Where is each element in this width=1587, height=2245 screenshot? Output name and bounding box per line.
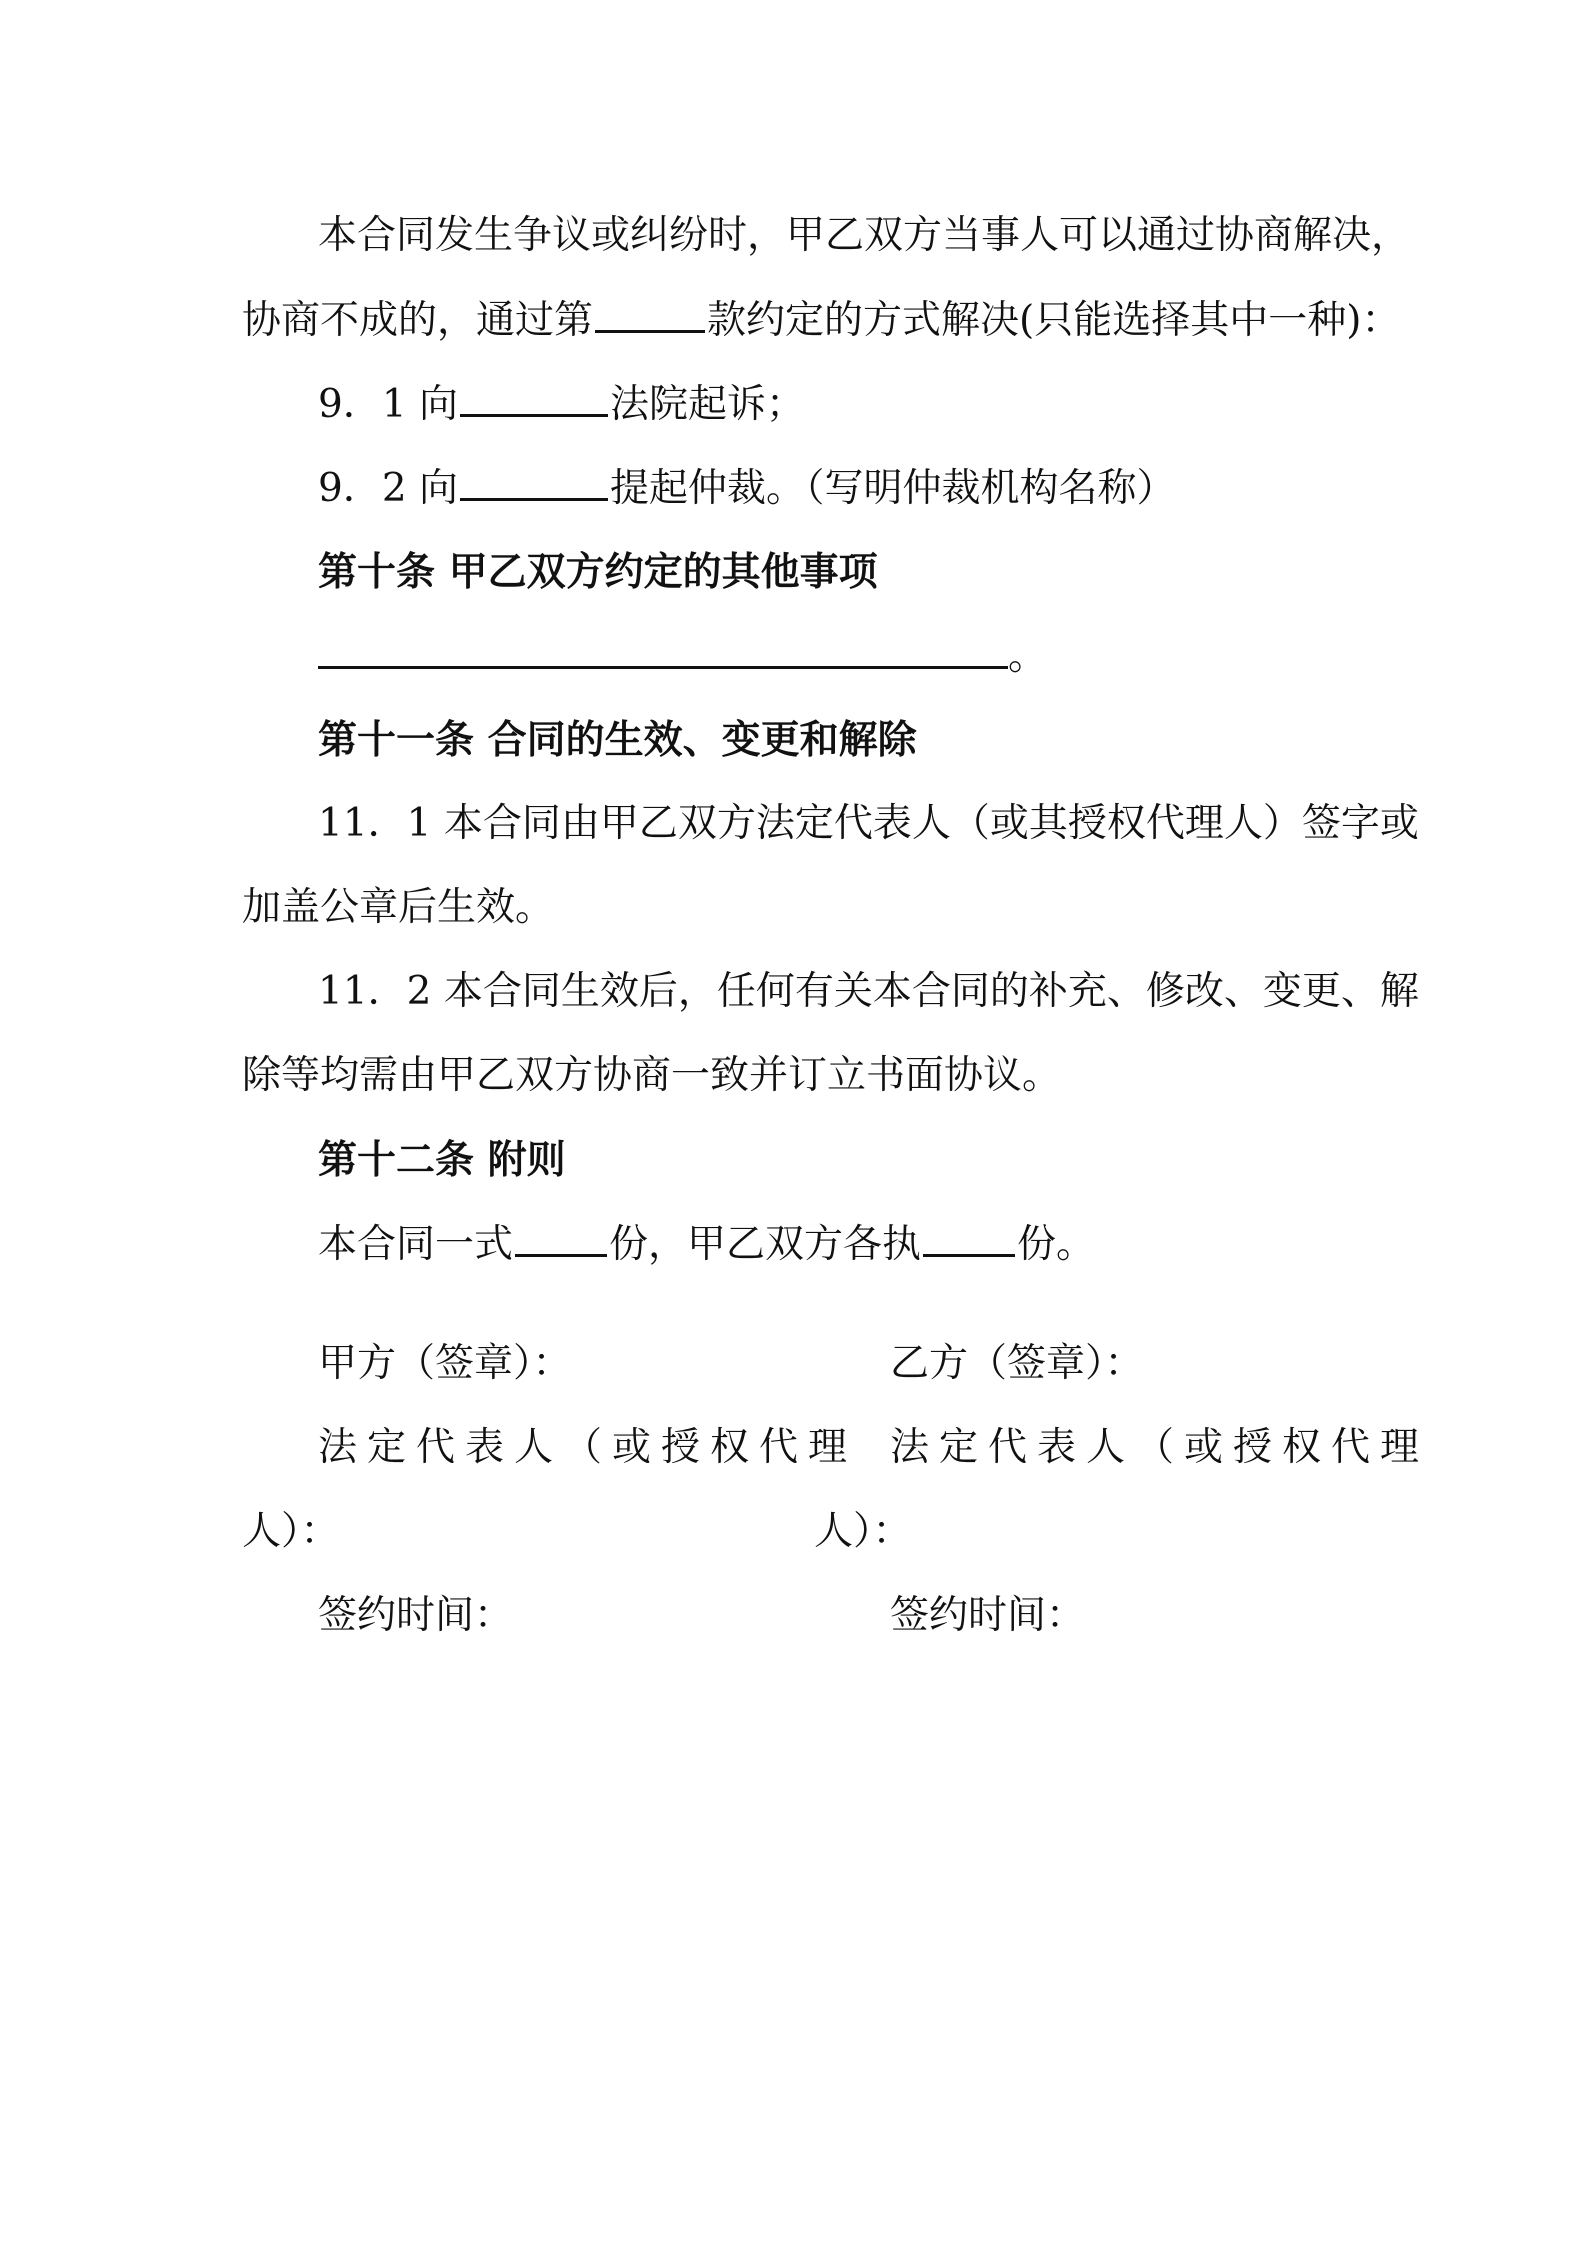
party-a-representative-line-2: 人）： xyxy=(242,1509,340,1554)
party-b-sign-date: 签约时间： xyxy=(890,1593,1086,1638)
copies-text-a: 本合同一式 xyxy=(318,1222,514,1267)
party-b-representative-line-1: 法定代表人（或授权代理 xyxy=(890,1425,1430,1470)
item-9-2 xyxy=(318,464,1176,513)
clause-11-1-line-2: 加盖公章后生效。 xyxy=(242,885,555,930)
article-10-title: 第十条 甲乙双方约定的其他事项 xyxy=(318,549,878,595)
article-11-title: 第十一条 合同的生效、变更和解除 xyxy=(318,717,917,763)
item-9-2-text: 提起仲裁。（写明仲裁机构名称） xyxy=(610,466,1176,511)
other-matters-blank xyxy=(318,632,1008,669)
item-9-1-number: 9．1 向 xyxy=(318,382,459,427)
party-b-representative-line-2: 人）： xyxy=(814,1509,912,1554)
item-9-1 xyxy=(318,380,805,429)
copies-line xyxy=(318,1220,1095,1269)
dispute-paragraph-line-1: 本合同发生争议或纠纷时，甲乙双方当事人可以通过协商解决， xyxy=(318,213,1411,258)
clause-11-2-line-1: 11．2 本合同生效后，任何有关本合同的补充、修改、变更、解 xyxy=(318,969,1419,1014)
article-12-title: 第十二条 附则 xyxy=(318,1137,566,1183)
copies-text-b: 份，甲乙双方各执 xyxy=(609,1222,922,1267)
arbitration-blank xyxy=(460,464,608,501)
item-9-2-number: 9．2 向 xyxy=(318,466,459,511)
each-copies-blank xyxy=(923,1220,1015,1257)
party-a-sign-date: 签约时间： xyxy=(318,1593,514,1638)
clause-11-2-line-2: 除等均需由甲乙双方协商一致并订立书面协议。 xyxy=(242,1053,1062,1098)
clause-number-blank xyxy=(595,296,705,333)
total-copies-blank xyxy=(515,1220,607,1257)
other-matters-line xyxy=(318,632,1047,681)
party-a-representative-line-1: 法定代表人（或授权代理 xyxy=(318,1425,858,1470)
copies-text-c: 份。 xyxy=(1017,1222,1096,1267)
party-b-seal: 乙方（签章）： xyxy=(890,1341,1144,1386)
clause-11-1-line-1: 11．1 本合同由甲乙双方法定代表人（或其授权代理人）签字或 xyxy=(318,801,1419,846)
court-blank xyxy=(460,380,608,417)
dispute-text-suffix: 款约定的方式解决(只能选择其中一种)： xyxy=(707,298,1401,343)
dispute-paragraph-line-2 xyxy=(242,296,1400,345)
other-matters-end: 。 xyxy=(1008,634,1048,679)
dispute-text-prefix: 协商不成的，通过第 xyxy=(242,298,594,343)
party-a-seal: 甲方（签章）： xyxy=(318,1341,572,1386)
item-9-1-text: 法院起诉； xyxy=(610,382,806,427)
